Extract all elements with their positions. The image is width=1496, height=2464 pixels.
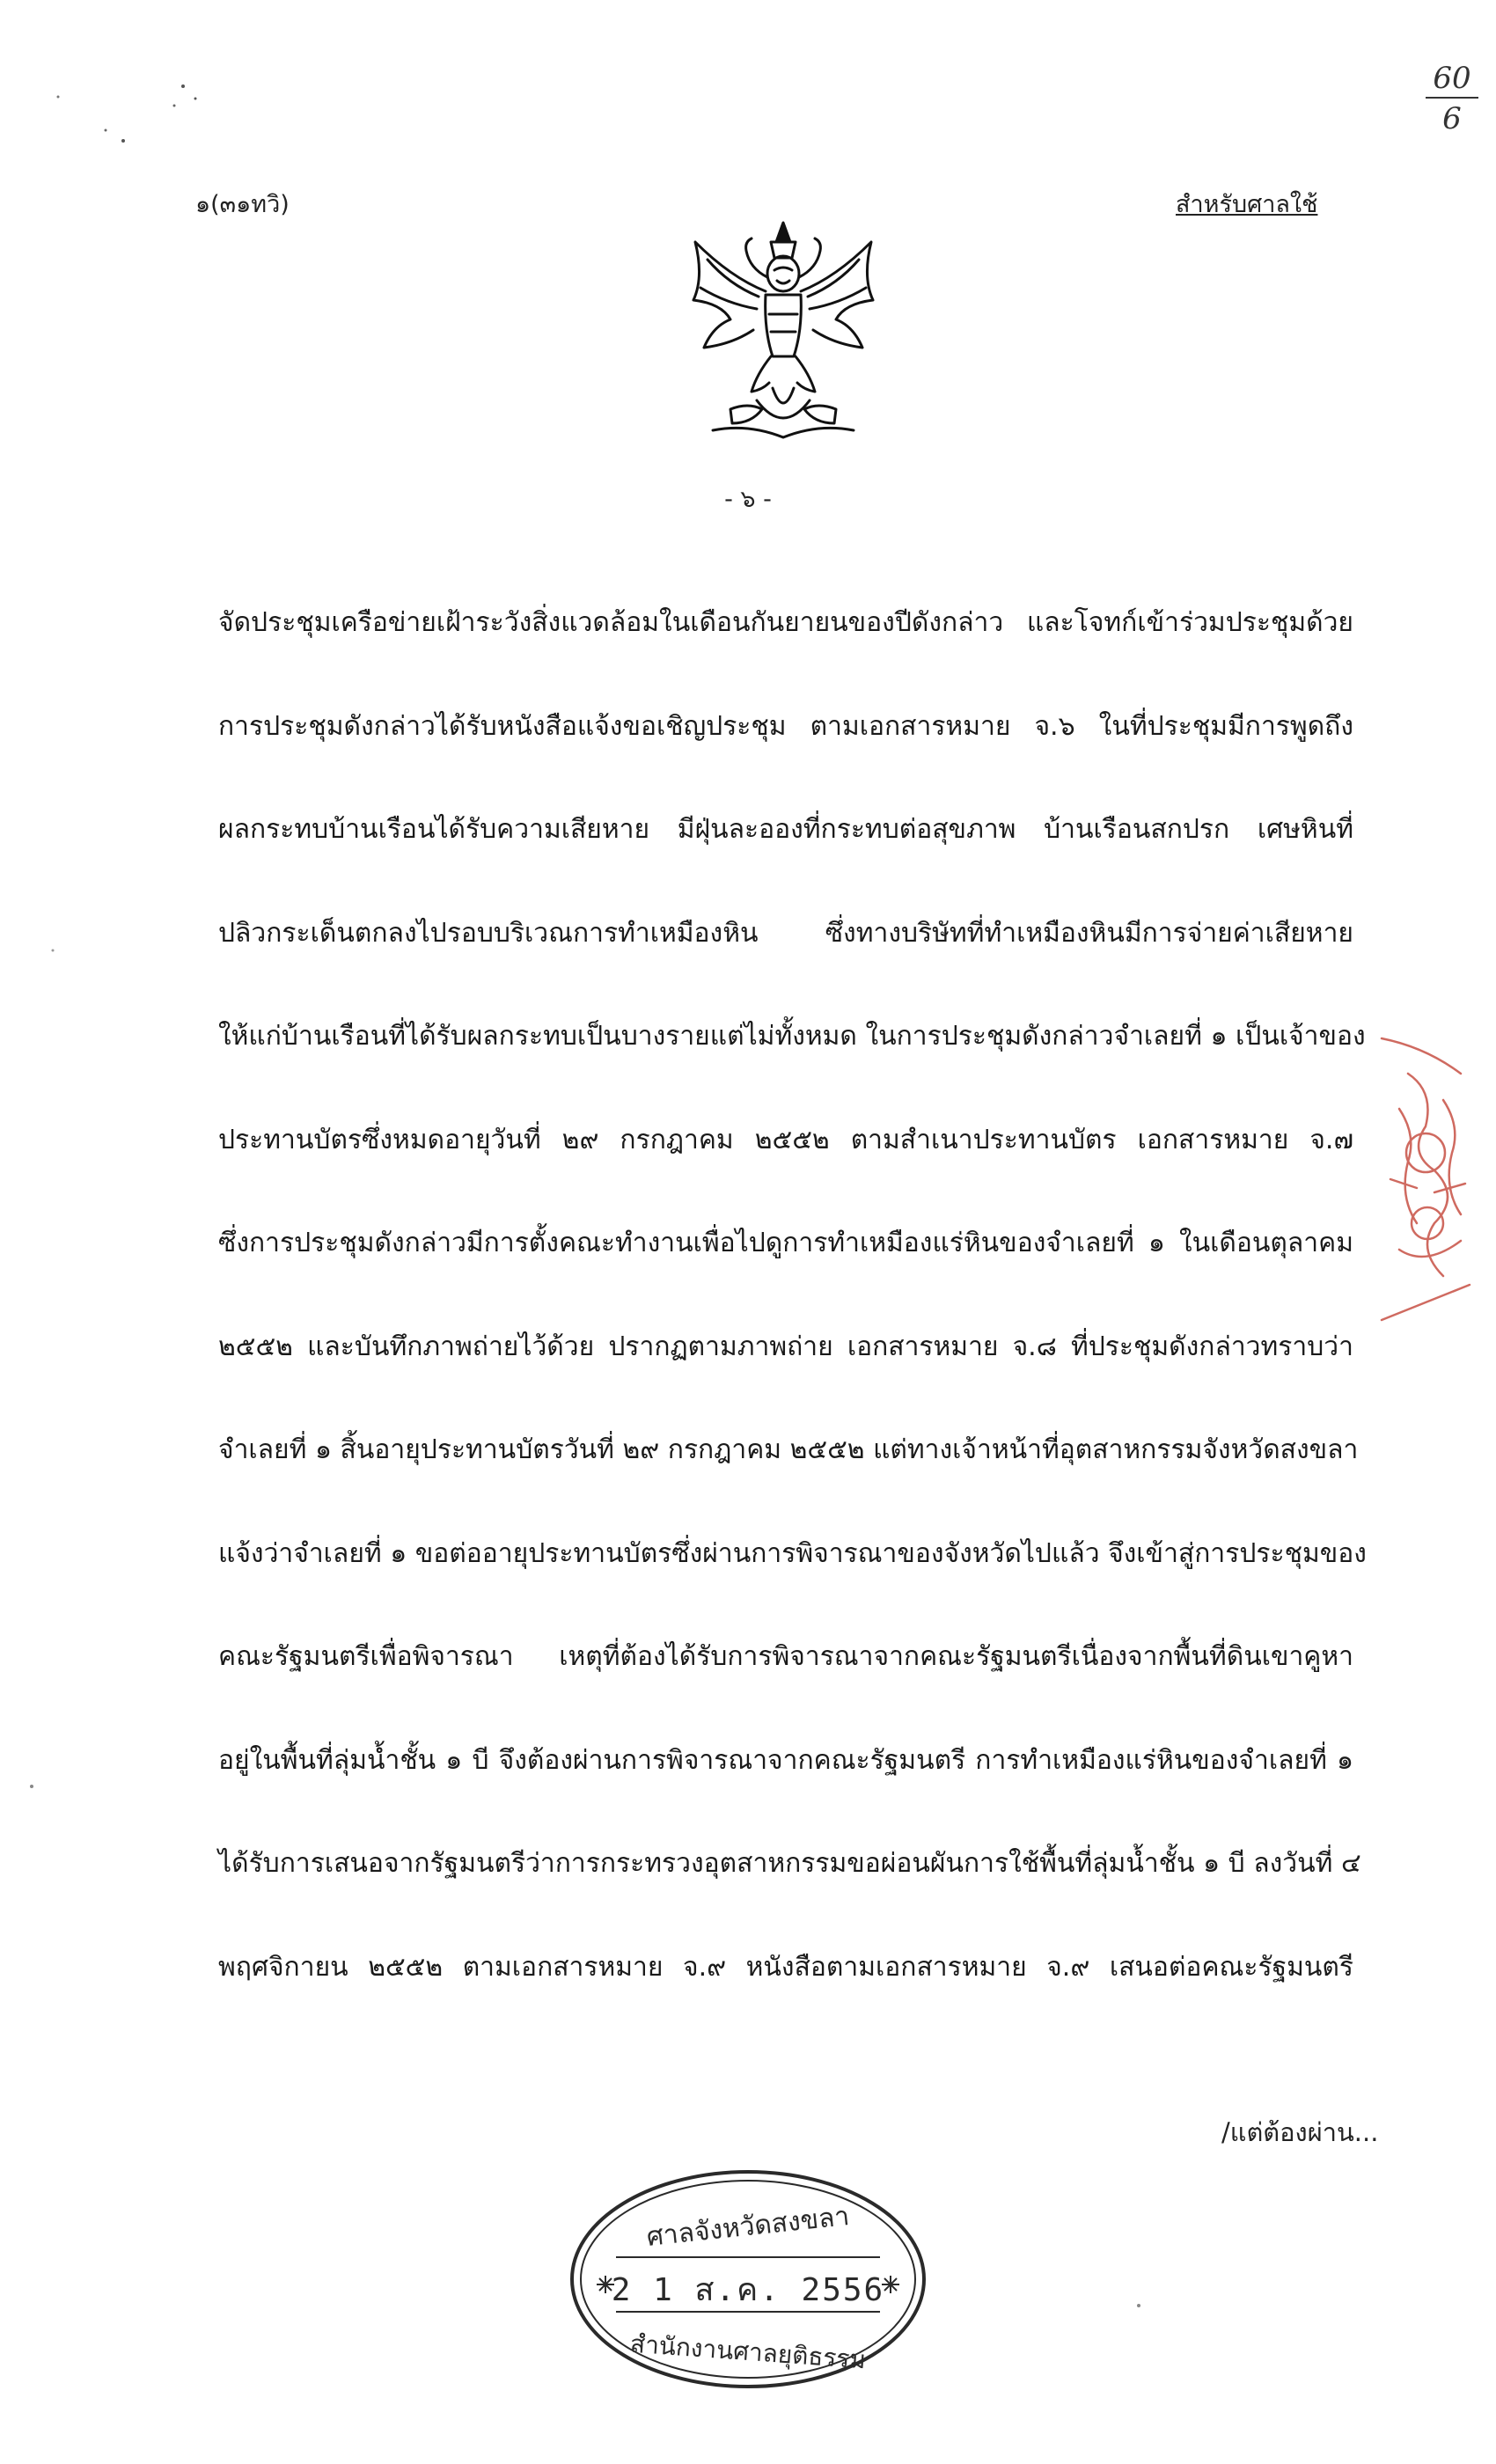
body-line: ประทานบัตรซึ่งหมดอายุวันที่ ๒๙ กรกฎาคม ๒๕๕๒ ตามสำเนาประทานบัตร เอกสารหมาย จ.๗: [218, 1124, 1353, 1155]
body-line: จัดประชุมเครือข่ายเฝ้าระวังสิ่งแวดล้อมในเดือนกันยายนของปีดังกล่าว และโจทก์เข้าร่วมประชุมด้วย: [218, 607, 1353, 638]
garuda-emblem-icon: [678, 216, 889, 449]
body-line: คณะรัฐมนตรีเพื่อพิจารณา เหตุที่ต้องได้รับการพิจารณาจากคณะรัฐมนตรีเนื่องจากพื้นที่ดินเขาคูหา: [218, 1641, 1353, 1672]
body-line: ให้แก่บ้านเรือนที่ได้รับผลกระทบเป็นบางรายแต่ไม่ทั้งหมด ในการประชุมดังกล่าวจำเลยที่ ๑ เป็นเจ้าของ: [218, 1021, 1366, 1052]
body-line: การประชุมดังกล่าวได้รับหนังสือแจ้งขอเชิญประชุม ตามเอกสารหมาย จ.๖ ในที่ประชุมมีการพูดถึง: [218, 710, 1353, 742]
body-line: จำเลยที่ ๑ สิ้นอายุประทานบัตรวันที่ ๒๙ กรกฎาคม ๒๕๕๒ แต่ทางเจ้าหน้าที่อุตสาหกรรมจังหวัดสงขลา: [218, 1434, 1359, 1465]
body-line: แจ้งว่าจำเลยที่ ๑ ขอต่ออายุประทานบัตรซึ่งผ่านการพิจารณาของจังหวัดไปแล้ว จึงเข้าสู่การประชุมของ: [218, 1537, 1367, 1569]
red-seal-stamp: [1373, 1021, 1478, 1338]
page-number: - ๖ -: [724, 486, 772, 513]
handwritten-numerator: 60: [1426, 63, 1478, 99]
stamp-date: 2 1 ส.ค. 2556: [611, 2272, 885, 2308]
body-line: ผลกระทบบ้านเรือนได้รับความเสียหาย มีฝุ่นละอองที่กระทบต่อสุขภาพ บ้านเรือนสกปรก เศษหินที่: [218, 814, 1353, 845]
body-line: ปลิวกระเด็นตกลงไปรอบบริเวณการทำเหมืองหิน ซึ่งทางบริษัทที่ทำเหมืองหินมีการจ่ายค่าเสียหาย: [218, 917, 1353, 949]
body-text: [218, 597, 1367, 2044]
stamp-office-name: สำนักงานศาลยุติธรรม: [629, 2328, 868, 2375]
handwritten-denominator: 6: [1442, 101, 1462, 136]
court-date-stamp: [563, 2160, 933, 2398]
body-line: ได้รับการเสนอจากรัฐมนตรีว่าการกระทรวงอุตสาหกรรมขอผ่อนผันการใช้พื้นที่ลุ่มน้ำชั้น ๑ บี ลงวันที่ ๔: [218, 1848, 1361, 1879]
body-line: พฤศจิกายน ๒๕๕๒ ตามเอกสารหมาย จ.๙ หนังสือตามเอกสารหมาย จ.๙ เสนอต่อคณะรัฐมนตรี: [218, 1951, 1353, 1983]
court-use-label: สำหรับศาลใช้: [1176, 191, 1318, 218]
handwritten-page-count: [1426, 63, 1478, 134]
continuation-note: /แต่ต้องผ่าน...: [1221, 2117, 1379, 2147]
stamp-court-name: ศาลจังหวัดสงขลา: [645, 2201, 851, 2253]
body-line: ซึ่งการประชุมดังกล่าวมีการตั้งคณะทำงานเพื่อไปดูการทำเหมืองแร่หินของจำเลยที่ ๑ ในเดือนตุลาคม: [218, 1228, 1353, 1258]
body-line: อยู่ในพื้นที่ลุ่มน้ำชั้น ๑ บี จึงต้องผ่านการพิจารณาจากคณะรัฐมนตรี การทำเหมืองแร่หินของจำเลยที่ ๑: [218, 1744, 1353, 1776]
body-line: ๒๕๕๒ และบันทึกภาพถ่ายไว้ด้วย ปรากฏตามภาพถ่าย เอกสารหมาย จ.๘ ที่ประชุมดังกล่าวทราบว่า: [218, 1331, 1353, 1362]
form-code: ๑(๓๑ทวิ): [195, 191, 290, 218]
